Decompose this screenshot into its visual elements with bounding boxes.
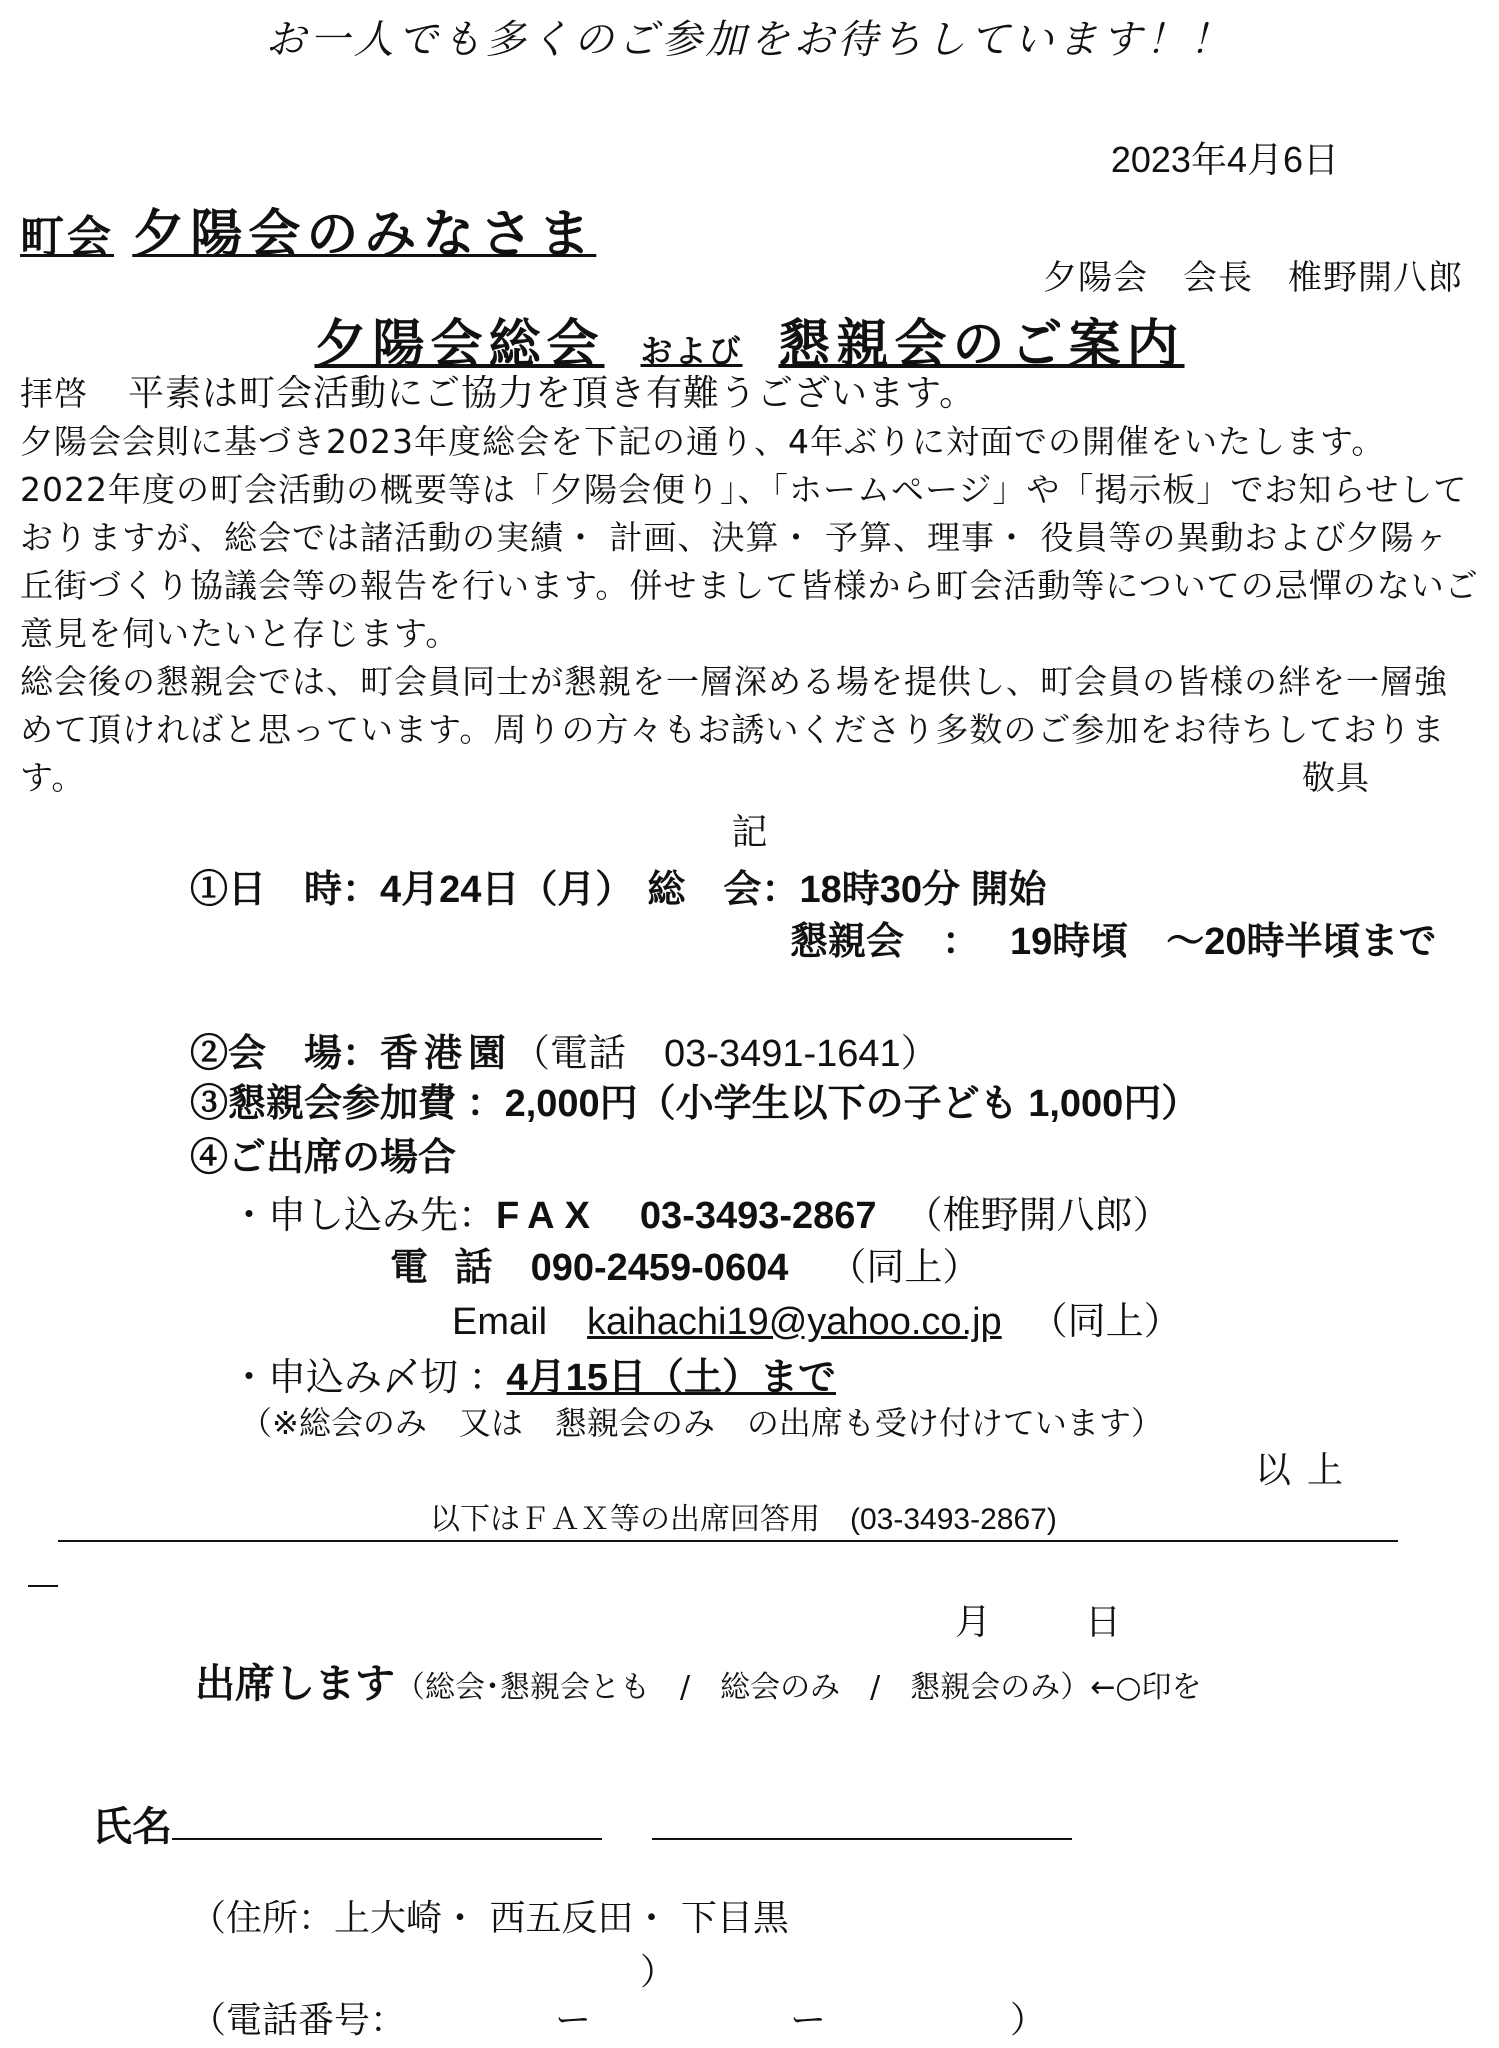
general-meeting-label: 総 会： xyxy=(647,869,800,911)
attend-label: 出席します xyxy=(195,1661,395,1707)
venue-phone: （電話 03-3491-1641） xyxy=(512,1033,939,1075)
addressee-prefix: 町会 xyxy=(20,212,114,263)
fee-label: ③懇親会参加費 ： xyxy=(190,1083,505,1125)
datetime-label: ①日 時： xyxy=(190,869,381,911)
addressee xyxy=(20,192,596,267)
letter-body xyxy=(20,370,1480,802)
phone-note: （同上） xyxy=(828,1247,981,1289)
apply-line xyxy=(230,1184,1171,1239)
fax-label: FAX xyxy=(496,1195,600,1237)
phone-close: ） xyxy=(1010,2000,1047,2041)
greeting-rest: 平素は町会活動にご協力を頂き有難うございます。 xyxy=(128,373,977,414)
deadline-label: ・申込み〆切 ： xyxy=(230,1357,507,1399)
greeting-line xyxy=(20,370,1480,418)
deadline-value: 4月15日（土）まで xyxy=(506,1357,836,1399)
body-paragraph-1: 夕陽会会則に基づき2023年度総会を下記の通り、4年ぶりに対面での開催をいたします。 xyxy=(20,422,1386,461)
phone-sep-2: ー xyxy=(790,2000,827,2041)
email-address[interactable]: kaihachi19@yahoo.co.jp xyxy=(587,1301,1002,1343)
phone-field-label: （電話番号： xyxy=(190,2000,407,2041)
fax-reply-header: 以下はＦＡＸ等の出席回答用 (03-3493-2867) xyxy=(430,1503,1057,1536)
general-meeting-time: 18時30分 開始 xyxy=(799,869,1047,911)
phone-sep-1: ー xyxy=(555,2000,592,2041)
reply-month: 月 xyxy=(955,1602,992,1643)
attend-heading: ④ご出席の場合 xyxy=(190,1137,457,1179)
title-connector: および xyxy=(640,332,743,370)
venue-line xyxy=(190,1022,939,1077)
note-line: （※総会のみ 又は 懇親会のみ の出席も受け付けています） xyxy=(240,1404,1163,1442)
closing-word: 敬具 xyxy=(1302,758,1370,797)
address-label: （住所：上大崎・ 西五反田・ 下目黒 xyxy=(190,1898,789,1939)
fax-person: （椎野開八郎） xyxy=(904,1195,1171,1237)
attend-options[interactable]: （総会･懇親会とも / 総会のみ / 懇親会のみ）←○印を xyxy=(395,1670,1202,1705)
addressee-main: 夕陽会のみなさま xyxy=(132,205,597,265)
phone-number: 090-2459-0604 xyxy=(530,1247,789,1289)
deadline-line xyxy=(230,1346,836,1401)
name-field-line[interactable] xyxy=(172,1838,602,1840)
name-label: 氏名 xyxy=(92,1804,172,1850)
address-close: ） xyxy=(640,1952,677,1993)
body-paragraph-2: 2022年度の町会活動の概要等は「夕陽会便り」、「ホームページ」や「掲示板」でお知らせしておりますが、総会では諸活動の実績・ 計画、決算・ 予算、理事・ 役員等の異動および夕陽ヶ丘街づくり協議会等の報告を行います。併せまして皆様から町会活動等についての忌憚のないご意見を伺いたいと存じます。 xyxy=(20,470,1479,653)
greeting-head: 拝啓 xyxy=(20,374,88,413)
social-time: 19時頃 ～20時半頃まで xyxy=(1010,921,1437,963)
reply-day: 日 xyxy=(1085,1602,1122,1643)
email-line xyxy=(452,1290,1182,1345)
top-slogan: お一人でも多くのご参加をお待ちしています！！ xyxy=(265,17,1234,63)
apply-label: ・申し込み先： xyxy=(230,1195,497,1237)
social-line xyxy=(790,910,1437,965)
email-note: （同上） xyxy=(1029,1301,1182,1343)
fax-number: 03-3493-2867 xyxy=(639,1195,877,1237)
page-title xyxy=(0,302,1499,377)
name-field-line-2[interactable] xyxy=(652,1838,1072,1840)
title-part2: 懇親会のご案内 xyxy=(778,315,1185,375)
cut-line xyxy=(58,1540,1398,1542)
venue-label: ②会 場： xyxy=(190,1033,381,1075)
attend-choice-line xyxy=(195,1652,1202,1709)
end-mark: 以上 xyxy=(1254,1450,1359,1491)
phone-line xyxy=(390,1236,980,1291)
venue-name: 香港園 xyxy=(380,1033,513,1075)
letter-date: 2023年4月6日 xyxy=(1110,139,1339,180)
ki-heading: 記 xyxy=(731,812,768,853)
cut-line-dash xyxy=(28,1585,58,1587)
social-label: 懇親会 ： xyxy=(790,921,981,963)
datetime-line xyxy=(190,858,1047,913)
datetime-date: 4月24日（月） xyxy=(380,869,634,911)
fee-line xyxy=(190,1072,1199,1127)
email-label: Email xyxy=(452,1301,548,1343)
sender: 夕陽会 会長 椎野開八郎 xyxy=(1043,258,1463,298)
fee-value: 2,000円（小学生以下の子ども 1,000円） xyxy=(504,1083,1200,1125)
closing-row xyxy=(20,658,1480,802)
body-paragraph-3: 総会後の懇親会では、町会員同士が懇親を一層深める場を提供し、町会員の皆様の絆を一層強めて頂ければと思っています。周りの方々もお誘いくださり多数のご参加をお待ちしております。 xyxy=(20,662,1448,797)
title-part1: 夕陽会総会 xyxy=(314,315,605,375)
phone-label: 電 話 xyxy=(390,1247,501,1289)
